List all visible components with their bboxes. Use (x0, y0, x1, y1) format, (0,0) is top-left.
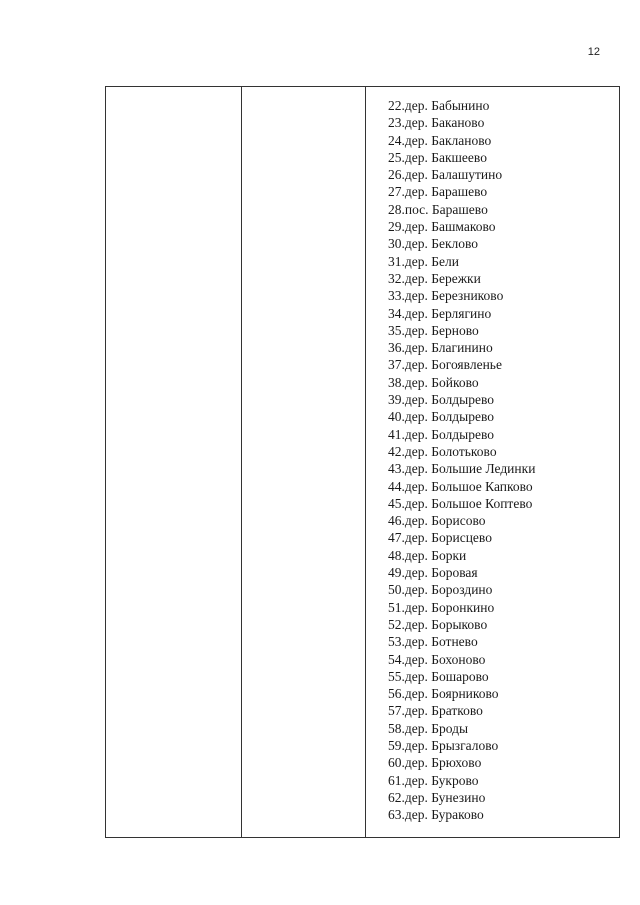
list-item: 29.дер. Башмаково (388, 219, 496, 235)
list-item: 48.дер. Борки (388, 547, 467, 563)
list-item: 46.дер. Борисово (388, 513, 486, 529)
list-item: 37.дер. Богоявленье (388, 357, 502, 373)
list-item: 40.дер. Болдырево (388, 409, 495, 425)
list-item: 47.дер. Борисцево (388, 530, 492, 546)
list-item: 33.дер. Березниково (388, 288, 504, 304)
list-item: 25.дер. Бакшеево (388, 149, 487, 165)
table-column-2 (242, 87, 366, 837)
list-item: 61.дер. Букрово (388, 772, 479, 788)
list-item: 53.дер. Ботнево (388, 634, 478, 650)
settlement-list (388, 97, 619, 823)
list-item: 26.дер. Балашутино (388, 167, 503, 183)
list-item: 58.дер. Броды (388, 720, 469, 736)
list-item: 36.дер. Благинино (388, 340, 493, 356)
list-item: 22.дер. Бабынино (388, 98, 490, 113)
list-item: 60.дер. Брюхово (388, 755, 482, 771)
table-column-3 (366, 87, 619, 837)
list-item: 63.дер. Бураково (388, 807, 484, 823)
settlements-table (105, 86, 620, 838)
list-item: 27.дер. Барашево (388, 184, 488, 200)
list-item: 32.дер. Бережки (388, 270, 481, 286)
list-item: 28.пос. Барашево (388, 201, 488, 217)
list-item: 51.дер. Боронкино (388, 599, 495, 615)
list-item: 55.дер. Бошарово (388, 668, 489, 684)
list-item: 52.дер. Борыково (388, 616, 488, 632)
list-item: 57.дер. Братково (388, 703, 483, 719)
list-item: 39.дер. Болдырево (388, 392, 495, 408)
list-item: 38.дер. Бойково (388, 374, 479, 390)
list-item: 23.дер. Баканово (388, 115, 485, 131)
list-item: 31.дер. Бели (388, 253, 459, 269)
list-item: 43.дер. Большие Лединки (388, 461, 536, 477)
list-item: 49.дер. Боровая (388, 565, 478, 581)
list-item: 42.дер. Болотьково (388, 443, 497, 459)
list-item: 41.дер. Болдырево (388, 426, 495, 442)
list-item: 59.дер. Брызгалово (388, 737, 499, 753)
table-column-1 (106, 87, 242, 837)
list-item: 34.дер. Берлягино (388, 305, 492, 321)
page-number: 12 (587, 46, 600, 58)
list-item: 45.дер. Большое Коптево (388, 495, 533, 511)
list-item: 54.дер. Бохоново (388, 651, 486, 667)
list-item: 35.дер. Берново (388, 322, 479, 338)
list-item: 62.дер. Бунезино (388, 789, 486, 805)
list-item: 50.дер. Бороздино (388, 582, 493, 598)
list-item: 56.дер. Боярниково (388, 686, 499, 702)
list-item: 44.дер. Большое Капково (388, 478, 533, 494)
list-item: 24.дер. Бакланово (388, 132, 492, 148)
list-item: 30.дер. Беклово (388, 236, 479, 252)
